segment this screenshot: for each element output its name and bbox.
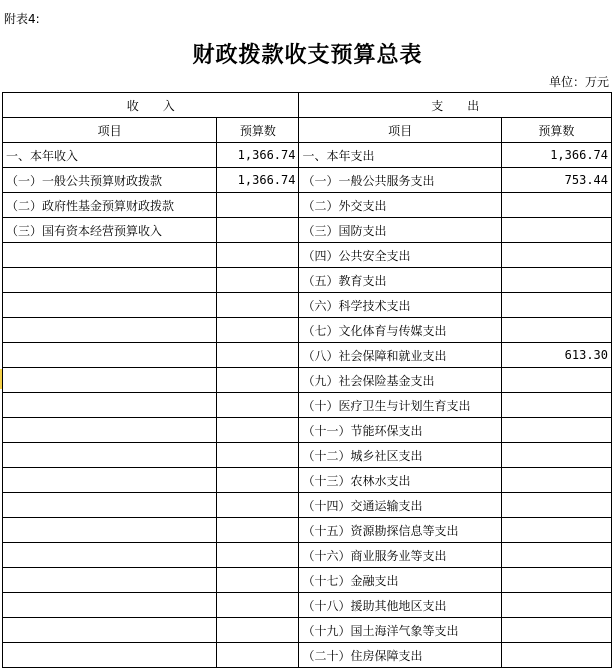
expense-item-cell: （一）一般公共服务支出 — [299, 168, 501, 193]
income-amount-cell — [217, 518, 299, 543]
expense-item-cell: （十八）援助其他地区支出 — [299, 593, 501, 618]
income-amount-cell: 1,366.74 — [217, 143, 299, 168]
income-amount-cell — [217, 218, 299, 243]
income-amount-cell — [217, 443, 299, 468]
expense-item-cell: （十二）城乡社区支出 — [299, 443, 501, 468]
expense-amount-cell — [501, 468, 611, 493]
income-item-cell — [3, 318, 217, 343]
table-row — [3, 293, 612, 318]
income-item-cell — [3, 468, 217, 493]
income-item-cell — [3, 443, 217, 468]
expense-amount-cell — [501, 418, 611, 443]
expense-amount-cell — [501, 293, 611, 318]
income-amount-cell — [217, 643, 299, 668]
table-row — [3, 218, 612, 243]
expense-item-cell: （十五）资源勘探信息等支出 — [299, 518, 501, 543]
expense-amount-cell — [501, 443, 611, 468]
income-item-cell — [3, 243, 217, 268]
expense-item-cell: （五）教育支出 — [299, 268, 501, 293]
income-item-cell: （三）国有资本经营预算收入 — [3, 218, 217, 243]
table-row — [3, 318, 612, 343]
income-amount-cell — [217, 393, 299, 418]
expense-amount-cell: 753.44 — [501, 168, 611, 193]
expense-item-cell: （七）文化体育与传媒支出 — [299, 318, 501, 343]
income-item-cell: 一、本年收入 — [3, 143, 217, 168]
expense-header: 支 出 — [299, 93, 612, 118]
income-header: 收 入 — [3, 93, 299, 118]
table-row — [3, 143, 612, 168]
income-amount-cell — [217, 368, 299, 393]
expense-amount-cell — [501, 318, 611, 343]
table-row — [3, 468, 612, 493]
expense-item-cell: （十九）国土海洋气象等支出 — [299, 618, 501, 643]
table-row — [3, 568, 612, 593]
table-row — [3, 493, 612, 518]
expense-item-cell: （二十）住房保障支出 — [299, 643, 501, 668]
expense-item-cell: （十四）交通运输支出 — [299, 493, 501, 518]
expense-amount-cell — [501, 393, 611, 418]
income-item-cell — [3, 618, 217, 643]
expense-item-cell: 一、本年支出 — [299, 143, 501, 168]
page-title: 财政拨款收支预算总表 — [192, 42, 423, 68]
income-amount-cell: 1,366.74 — [217, 168, 299, 193]
income-amount-cell — [217, 193, 299, 218]
table-row — [3, 268, 612, 293]
income-amount-cell — [217, 493, 299, 518]
table-row — [3, 368, 612, 393]
income-amount-cell — [217, 618, 299, 643]
expense-item-cell: （十一）节能环保支出 — [299, 418, 501, 443]
income-amount-cell — [217, 318, 299, 343]
table-row — [3, 443, 612, 468]
income-item-cell — [3, 268, 217, 293]
income-amount-cell — [217, 243, 299, 268]
income-item-cell — [3, 293, 217, 318]
income-item-cell — [3, 343, 217, 368]
income-item-cell: （二）政府性基金预算财政拨款 — [3, 193, 217, 218]
table-row — [3, 393, 612, 418]
income-amount-cell — [217, 468, 299, 493]
table-row — [3, 243, 612, 268]
income-item-cell — [3, 643, 217, 668]
expense-budget-header: 预算数 — [501, 118, 611, 143]
income-item-cell — [3, 593, 217, 618]
expense-amount-cell — [501, 193, 611, 218]
expense-amount-cell: 1,366.74 — [501, 143, 611, 168]
table-row — [3, 618, 612, 643]
expense-amount-cell — [501, 543, 611, 568]
income-item-header: 项目 — [3, 118, 217, 143]
table-row — [3, 343, 612, 368]
column-header-row — [3, 118, 612, 143]
expense-item-cell: （九）社会保险基金支出 — [299, 368, 501, 393]
income-item-cell — [3, 518, 217, 543]
table-row — [3, 543, 612, 568]
expense-amount-cell — [501, 518, 611, 543]
expense-amount-cell — [501, 268, 611, 293]
expense-amount-cell — [501, 493, 611, 518]
expense-amount-cell — [501, 568, 611, 593]
income-amount-cell — [217, 343, 299, 368]
table-row — [3, 593, 612, 618]
income-amount-cell — [217, 543, 299, 568]
expense-amount-cell — [501, 368, 611, 393]
income-amount-cell — [217, 593, 299, 618]
income-item-cell — [3, 493, 217, 518]
table-row — [3, 418, 612, 443]
income-item-cell — [3, 543, 217, 568]
income-budget-header: 预算数 — [217, 118, 299, 143]
expense-item-header: 项目 — [299, 118, 501, 143]
income-amount-cell — [217, 293, 299, 318]
income-item-cell — [3, 568, 217, 593]
income-item-cell — [3, 418, 217, 443]
budget-rows — [3, 143, 612, 668]
expense-item-cell: （二）外交支出 — [299, 193, 501, 218]
expense-item-cell: （八）社会保障和就业支出 — [299, 343, 501, 368]
table-row — [3, 643, 612, 668]
expense-amount-cell — [501, 243, 611, 268]
expense-amount-cell: 613.30 — [501, 343, 611, 368]
expense-item-cell: （十三）农林水支出 — [299, 468, 501, 493]
expense-amount-cell — [501, 218, 611, 243]
expense-item-cell: （十六）商业服务业等支出 — [299, 543, 501, 568]
expense-item-cell: （三）国防支出 — [299, 218, 501, 243]
income-amount-cell — [217, 268, 299, 293]
expense-amount-cell — [501, 643, 611, 668]
attachment-label: 附表4: — [4, 12, 40, 26]
table-row — [3, 168, 612, 193]
income-item-cell — [3, 393, 217, 418]
expense-item-cell: （四）公共安全支出 — [299, 243, 501, 268]
expense-item-cell: （十）医疗卫生与计划生育支出 — [299, 393, 501, 418]
income-item-cell: （一）一般公共预算财政拨款 — [3, 168, 217, 193]
expense-amount-cell — [501, 593, 611, 618]
income-amount-cell — [217, 568, 299, 593]
budget-table — [2, 92, 612, 668]
table-row — [3, 518, 612, 543]
expense-amount-cell — [501, 618, 611, 643]
income-item-cell — [3, 368, 217, 393]
table-row — [3, 193, 612, 218]
income-amount-cell — [217, 418, 299, 443]
expense-item-cell: （十七）金融支出 — [299, 568, 501, 593]
expense-item-cell: （六）科学技术支出 — [299, 293, 501, 318]
section-header-row — [3, 93, 612, 118]
unit-label: 单位：万元 — [548, 75, 609, 89]
